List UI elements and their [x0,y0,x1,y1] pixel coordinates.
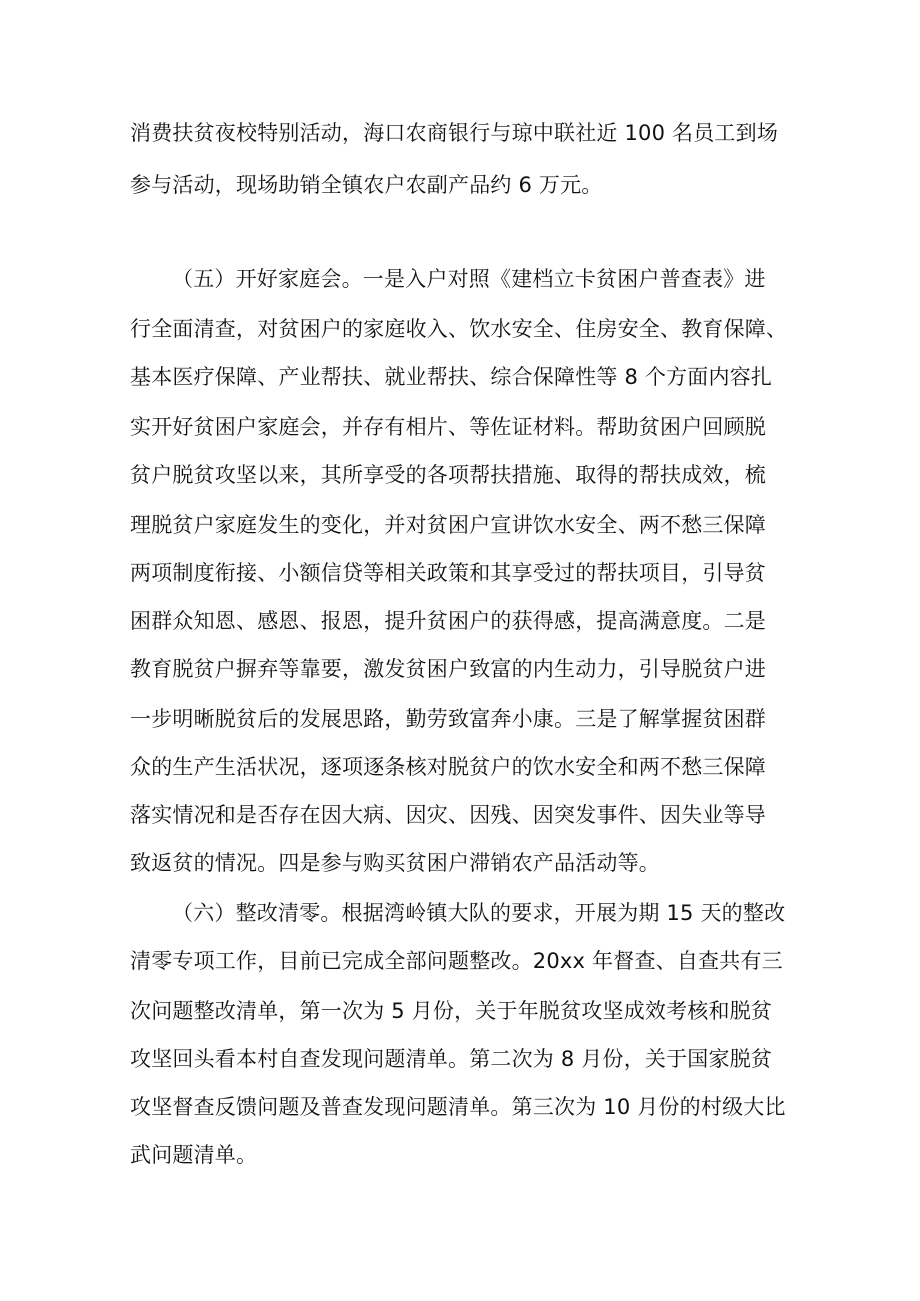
text-line: 清零专项工作，目前已完成全部问题整改。20xx 年督查、自查共有三 [130,949,783,973]
text-line: 困群众知恩、感恩、报恩，提升贫困户的获得感，提高满意度。二是 [130,609,766,633]
text-line: 攻坚回头看本村自查发现问题清单。第二次为 8 月份，关于国家脱贫 [130,1047,773,1071]
text-line: 基本医疗保障、产业帮扶、就业帮扶、综合保障性等 8 个方面内容扎 [130,365,773,389]
text-line: 众的生产生活状况，逐项逐条核对脱贫户的饮水安全和两不愁三保障 [130,755,766,779]
text-line: （五）开好家庭会。一是入户对照《建档立卡贫困户普查表》进 [172,267,766,291]
text-line: 实开好贫困户家庭会，并存有相片、等佐证材料。帮助贫困户回顾脱 [130,415,766,439]
text-line: 落实情况和是否存在因大病、因灾、因残、因突发事件、因失业等导 [130,803,766,827]
text-line: 一步明晰脱贫后的发展思路，勤劳致富奔小康。三是了解掌握贫困群 [130,707,766,731]
text-line: 贫户脱贫攻坚以来，其所享受的各项帮扶措施、取得的帮扶成效，梳 [130,463,766,487]
text-line: 攻坚督查反馈问题及普查发现问题清单。第三次为 10 月份的村级大比 [130,1095,786,1119]
text-line: 次问题整改清单，第一次为 5 月份，关于年脱贫攻坚成效考核和脱贫 [130,999,773,1023]
text-line: 武问题清单。 [130,1143,258,1167]
text-line: 行全面清查，对贫困户的家庭收入、饮水安全、住房安全、教育保障、 [130,317,788,341]
text-line: 理脱贫户家庭发生的变化，并对贫困户宣讲饮水安全、两不愁三保障 [130,513,766,537]
text-line: 参与活动，现场助销全镇农户农副产品约 6 万元。 [130,173,603,197]
text-line: 教育脱贫户摒弃等靠要，激发贫困户致富的内生动力，引导脱贫户进 [130,657,766,681]
text-line: 两项制度衔接、小额信贷等相关政策和其享受过的帮扶项目，引导贫 [130,561,766,585]
text-line: 消费扶贫夜校特别活动，海口农商银行与琼中联社近 100 名员工到场 [130,121,779,145]
text-line: （六）整改清零。根据湾岭镇大队的要求，开展为期 15 天的整改 [172,901,786,925]
text-line: 致返贫的情况。四是参与购买贫困户滞销农产品活动等。 [130,851,660,875]
